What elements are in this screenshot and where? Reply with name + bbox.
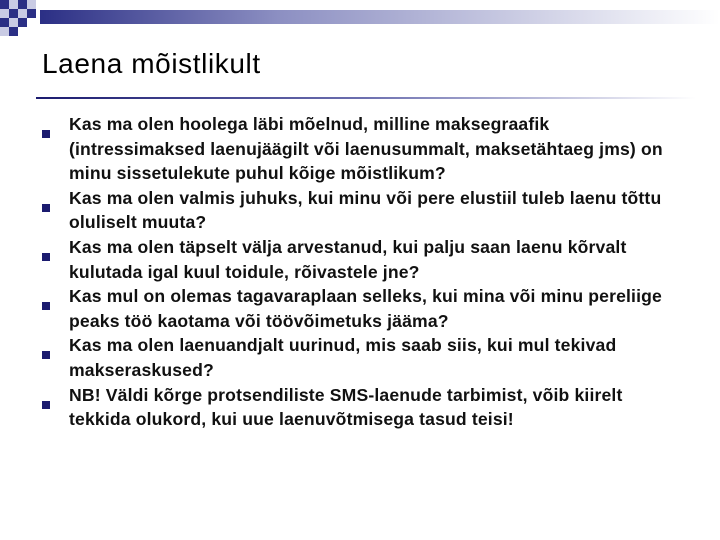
header-decoration (0, 0, 720, 40)
bullet-list (38, 112, 688, 432)
square-bullet-icon (42, 341, 50, 349)
bullet-text: Kas ma olen hoolega läbi mõelnud, milline maksegraafik (intressimaksed laenujäägilt või laenusummalt, maksetähtaeg jms) on minu sissetulekute puhul kõige mõistlikum? (69, 114, 663, 184)
square-bullet-icon (42, 292, 50, 300)
square-bullet-icon (42, 391, 50, 399)
slide-title: Laena mõistlikult (42, 48, 261, 79)
bullet-item (38, 235, 688, 284)
bullet-item (38, 186, 688, 235)
bullet-text: Kas mul on olemas tagavaraplaan selleks, kui mina või minu pereliige peaks töö kaotama või töövõimetuks jääma? (69, 286, 662, 331)
bullet-item (38, 112, 688, 186)
bullet-text: Kas ma olen laenuandjalt uurinud, mis saab siis, kui mul tekivad makseraskused? (69, 335, 617, 380)
bullet-item (38, 383, 688, 432)
square-bullet-icon (42, 120, 50, 128)
bullet-text: Kas ma olen täpselt välja arvestanud, kui palju saan laenu kõrvalt kulutada igal kuul toidule, rõivastele jne? (69, 236, 627, 282)
bullet-text: NB! Väldi kõrge protsendiliste SMS-laenude tarbimist, võib kiirelt tekkida olukord, kui uue laenuvõtmisega tasud teisi! (69, 384, 623, 430)
bullet-item (38, 284, 688, 333)
title-underline (36, 97, 696, 99)
square-bullet-icon (42, 194, 50, 202)
square-bullet-icon (42, 243, 50, 251)
bullet-text: Kas ma olen valmis juhuks, kui minu või pere elustiil tuleb laenu tõttu oluliselt muuta? (69, 187, 662, 233)
bullet-item (38, 333, 688, 382)
